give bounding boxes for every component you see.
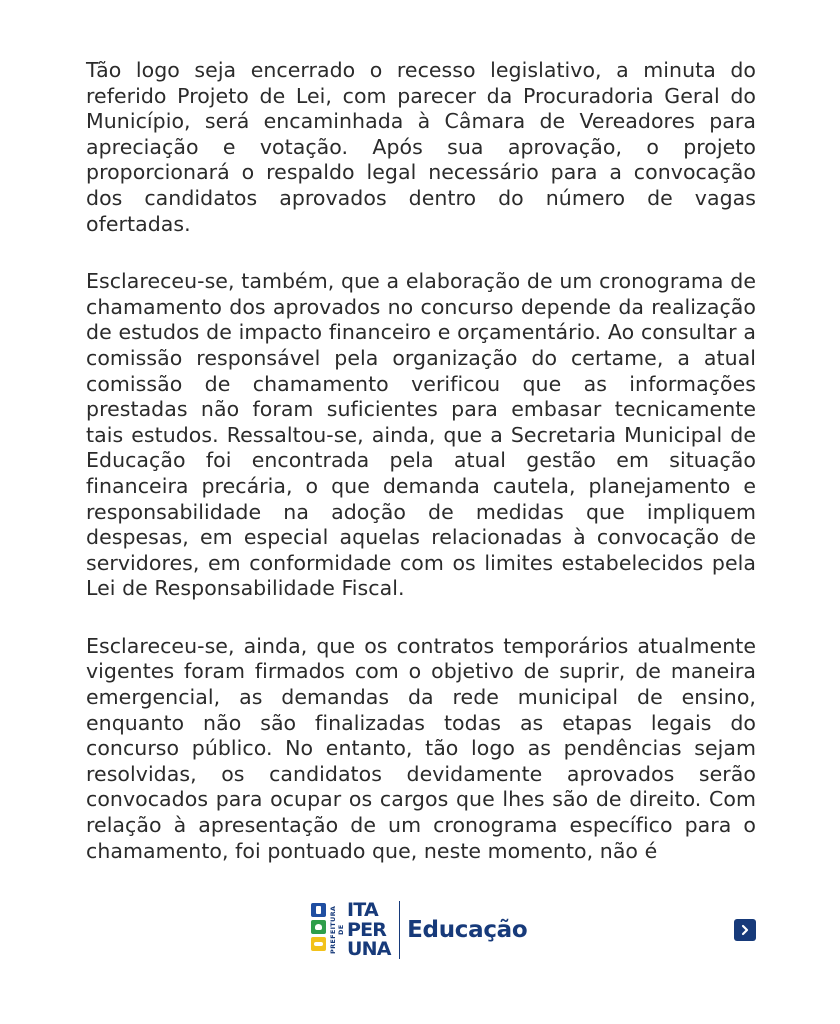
paragraph-3: Esclareceu-se, ainda, que os contratos temporários atualmente vigentes foram firmados com o objetivo de suprir, de maneira emergencial, as demandas da rede municipal de ensino, enquanto não são finalizadas todas as etapas legais do concurso público. No entanto, tão logo as pendências sejam resolvidas, os candidatos devidamente aprovados serão convocados para ocupar os cargos que lhes são de direito. Com relação à apresentação de um cronograma específico para o chamamento, foi pontuado que, neste momento, não é [86, 633, 756, 863]
logo-word-ita: ITA [347, 899, 378, 921]
boat-icon [311, 937, 326, 951]
next-page-button[interactable] [734, 919, 756, 941]
logo-icons [311, 903, 326, 951]
logo-divider [399, 901, 401, 959]
logo-wordmark [347, 901, 391, 960]
logo-vertical-text: PREFEITURA DE [329, 905, 345, 955]
department-name: Educação [407, 917, 528, 943]
book-icon [311, 903, 326, 917]
paragraph-2: Esclareceu-se, também, que a elaboração de um cronograma de chamamento dos aprovados no concurso depende da realização de estudos de impacto financeiro e orçamentário. Ao consultar a comissão responsável pela organização do certame, a atual comissão de chamamento verificou que as informações prestadas não foram suficientes para embasar tecnicamente tais estudos. Ressaltou-se, ainda, que a Secretaria Municipal de Educação foi encontrada pela atual gestão em situação financeira precária, o que demanda cautela, planejamento e responsabilidade na adoção de medidas que impliquem despesas, em especial aquelas relacionadas à convocação de servidores, em conformidade com os limites estabelecidos pela Lei de Responsabilidade Fiscal. [86, 269, 756, 601]
logo-word-una: UNA [347, 938, 391, 960]
prefeitura-logo [311, 901, 527, 961]
chevron-right-icon [739, 924, 751, 936]
footer [0, 895, 840, 965]
logo-word-per: PER [347, 918, 387, 941]
document-body [86, 58, 756, 896]
heart-icon [311, 920, 326, 934]
paragraph-1: Tão logo seja encerrado o recesso legislativo, a minuta do referido Projeto de Lei, com parecer da Procuradoria Geral do Município, será encaminhada à Câmara de Vereadores para apreciação e votação. Após sua aprovação, o projeto proporcionará o respaldo legal necessário para a convocação dos candidatos aprovados dentro do número de vagas ofertadas. [86, 58, 756, 236]
